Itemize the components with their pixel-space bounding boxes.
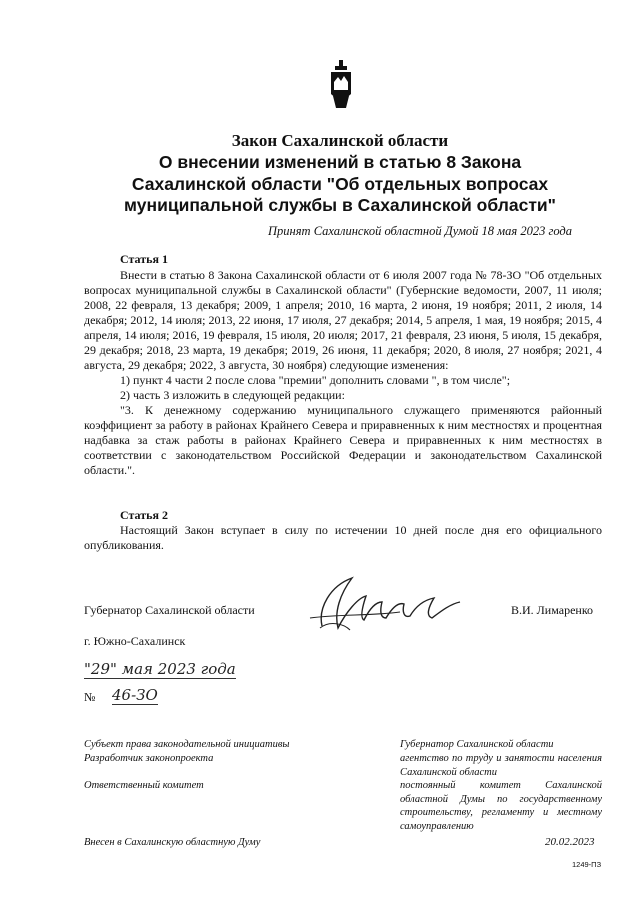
signing-date-handwritten: "29" мая 2023 года — [84, 660, 236, 678]
article-1-intro: Внести в статью 8 Закона Сахалинской области от 6 июля 2007 года № 78-ЗО "Об отдельных вопросах муниципальной службы в Сахалинской области" (Губернские ведомости, 2007, 11 июля; 2008, 22 февраля, 13 декабря; 2009, 1 апреля; 2010, 16 марта, 2 июня, 19 ноября; 2011, 2 июля, 14 декабря; 2012, 14 июля; 2013, 22 июня, 17 июля, 27 декабря; 2014, 5 апреля, 1 мая, 19 ноября; 2015, 4 апреля, 14 июля; 2016, 19 февраля, 15 июля, 20 июля; 2017, 21 февраля, 23 июня, 5 июля, 15 декабря, 29 декабря; 2018, 23 марта, 19 декабря; 2019, 26 июня, 11 декабря; 2020, 8 июля, 27 ноября; 2021, 4 августа, 29 декабря; 2022, 3 августа, 30 ноября) следующие изменения: — [84, 268, 602, 372]
law-title — [60, 130, 620, 217]
document-code: 1249-ПЗ — [572, 860, 602, 869]
city: г. Южно-Сахалинск — [84, 634, 186, 648]
governor-position: Губернатор Сахалинской области — [84, 603, 255, 617]
title-line-4: муниципальной службы в Сахалинской области" — [124, 195, 556, 215]
coat-of-arms-emblem-icon — [328, 60, 354, 110]
title-line-3: Сахалинской области "Об отдельных вопросах — [131, 173, 549, 194]
article-1-heading: Статья 1 — [120, 252, 168, 266]
article-1-body — [84, 268, 602, 478]
governor-name: В.И. Лимаренко — [511, 603, 594, 617]
article-1-item-1: 1) пункт 4 части 2 после слова "премии" дополнить словами ", в том числе"; — [120, 373, 511, 387]
developer-value: агентство по труду и занятости населения Сахалинской области — [400, 753, 602, 778]
responsible-committee-value: постоянный комитет Сахалинской областной Думы по государственному строительству, регламенту и местному самоуправлению — [400, 780, 602, 832]
law-number-label: № — [84, 690, 96, 704]
article-1-item-2: 2) часть 3 изложить в следующей редакции: — [120, 388, 345, 402]
adoption-note: Принят Сахалинской областной Думой 18 мая 2023 года — [268, 224, 572, 238]
initiative-subject-label: Субъект права законодательной инициативы — [84, 739, 290, 750]
signature-icon — [300, 568, 480, 638]
title-line-1: Закон Сахалинской области — [231, 131, 449, 150]
article-1-quote: "3. К денежному содержанию муниципального служащего применяются районный коэффициент за работу в районах Крайнего Севера и приравненных к ним местностях и процентная надбавка за стаж работы в районах Крайнего Севера и приравненных к ним местностях в соответствии с законодательством Российской Федерации и законодательством Сахалинской области.". — [84, 403, 602, 477]
developer-label: Разработчик законопроекта — [84, 753, 214, 764]
responsible-committee-label: Ответственный комитет — [84, 780, 204, 791]
article-2-text: Настоящий Закон вступает в силу по истечении 10 дней после дня его официального опубликования. — [84, 523, 602, 552]
submitted-label: Внесен в Сахалинскую областную Думу — [84, 837, 261, 848]
article-2-body — [84, 523, 602, 553]
title-line-2: О внесении изменений в статью 8 Закона — [158, 152, 522, 172]
law-number-handwritten: 46-ЗО — [112, 686, 158, 704]
initiative-subject-value: Губернатор Сахалинской области — [400, 739, 554, 750]
article-2-heading: Статья 2 — [120, 508, 168, 522]
submission-date: 20.02.2023 — [545, 836, 595, 848]
